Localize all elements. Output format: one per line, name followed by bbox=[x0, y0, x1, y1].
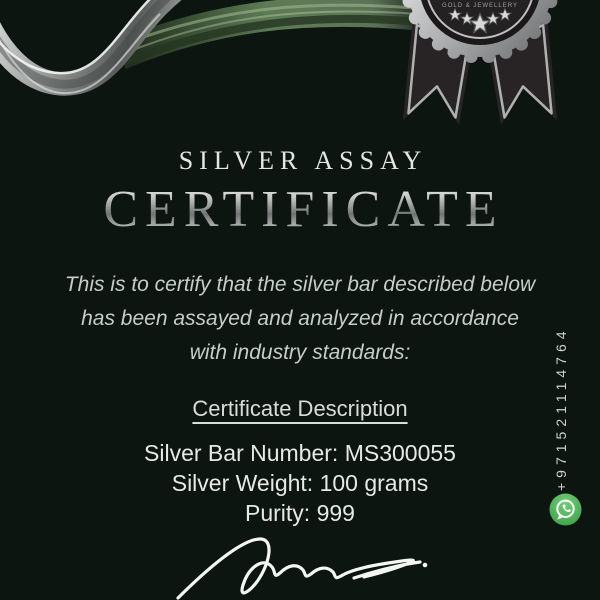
intro-line-3: with industry standards: bbox=[189, 341, 411, 364]
signature-graphic bbox=[168, 528, 448, 600]
detail-bar-number: Silver Bar Number: MS300055 bbox=[144, 440, 456, 466]
description-heading: Certificate Description bbox=[192, 396, 408, 421]
description-details bbox=[0, 438, 600, 528]
intro-line-2: has been assayed and analyzed in accordance bbox=[81, 307, 519, 330]
contact-phone-number: +971521114764 bbox=[553, 326, 569, 491]
detail-weight: Silver Weight: 100 grams bbox=[171, 470, 429, 496]
whatsapp-icon[interactable] bbox=[548, 492, 583, 527]
intro-line-1: This is to certify that the silver bar described below bbox=[64, 273, 536, 296]
certificate-kicker: SILVER ASSAY bbox=[178, 146, 428, 175]
detail-purity: Purity: 999 bbox=[245, 500, 355, 526]
award-ribbon-badge bbox=[383, 0, 578, 132]
badge-caption: GOLD & JEWELLERY bbox=[442, 3, 518, 9]
certificate-title: CERTIFICATE bbox=[0, 180, 600, 239]
intro-paragraph bbox=[0, 268, 600, 370]
